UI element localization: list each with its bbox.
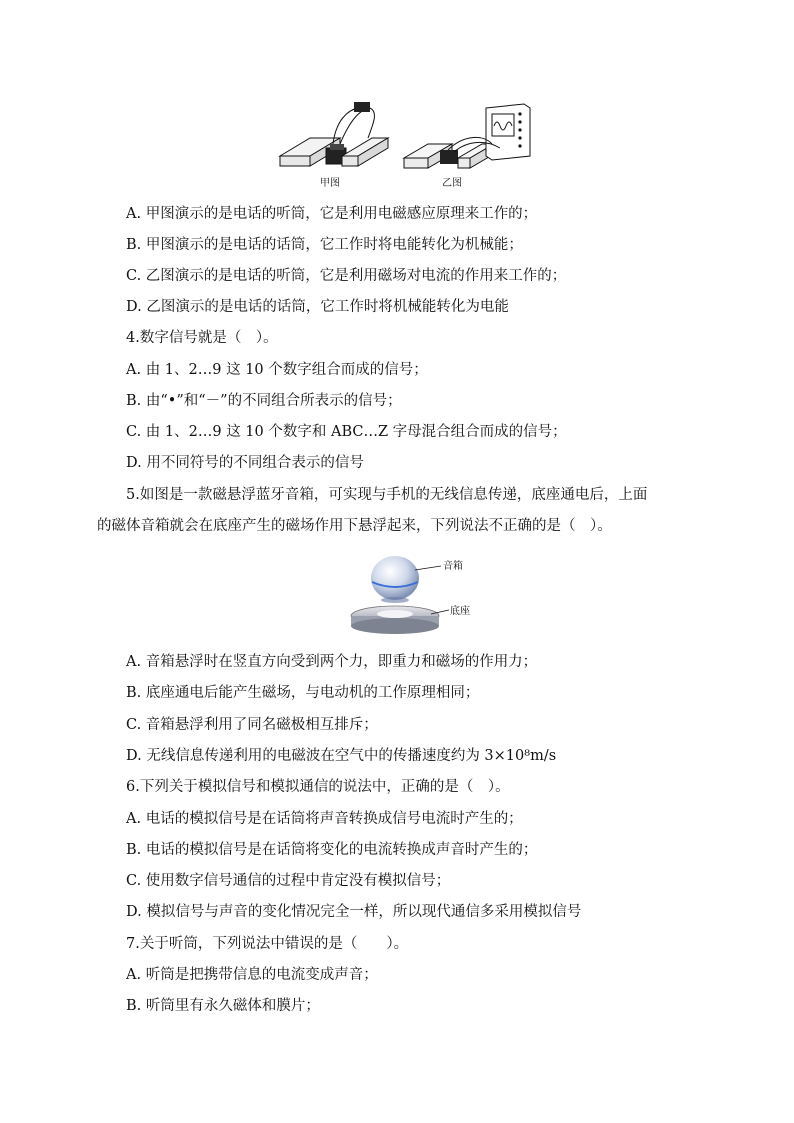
q5-stem-line2: 的磁体音箱就会在底座产生的磁场作用下悬浮起来，下列说法不正确的是（ ）。 [97,518,612,534]
q3-option-c: C. 乙图演示的是电话的听筒，它是利用磁场对电流的作用来工作的； [126,268,567,284]
figure-label-base: 底座 [450,606,470,617]
figure-telephone-demo [278,100,533,192]
q7-option-b: B. 听筒里有永久磁体和膜片； [126,998,320,1014]
q3-option-a: A. 甲图演示的是电话的听筒，它是利用电磁感应原理来工作的； [126,206,538,222]
q4-option-c: C. 由 1、2…9 这 10 个数字和 ABC…Z 字母混合组合而成的信号； [126,424,567,440]
q3-option-b: B. 甲图演示的是电话的话筒，它工作时将电能转化为机械能； [126,237,523,253]
q4-option-b: B. 由“•”和“－”的不同组合所表示的信号； [126,393,402,409]
q4-option-d: D. 用不同符号的不同组合表示的信号 [126,455,364,471]
q3-option-d: D. 乙图演示的是电话的话筒，它工作时将机械能转化为电能 [126,299,509,315]
q6-option-a: A. 电话的模拟信号是在话筒将声音转换成信号电流时产生的； [126,811,523,827]
figure-levitating-speaker [345,552,475,642]
figure-yi [404,104,530,189]
q5-option-c: C. 音箱悬浮利用了同名磁极相互排斥； [126,717,378,733]
q6-stem: 6.下列关于模拟信号和模拟通信的说法中，正确的是（ ）。 [126,779,510,795]
q5-option-d: D. 无线信息传递利用的电磁波在空气中的传播速度约为 3×10⁸m/s [126,748,557,764]
q5-option-a: A. 音箱悬浮时在竖直方向受到两个力，即重力和磁场的作用力； [126,654,538,670]
figure-caption-jia: 甲图 [320,178,340,189]
figure-label-speaker: 音箱 [443,561,463,572]
q4-stem: 4.数字信号就是（ ）。 [126,330,278,346]
q6-option-b: B. 电话的模拟信号是在话筒将变化的电流转换成声音时产生的； [126,842,538,858]
q7-option-a: A. 听筒是把携带信息的电流变成声音； [126,967,378,983]
q4-option-a: A. 由 1、2…9 这 10 个数字组合而成的信号； [126,362,428,378]
figure-caption-yi: 乙图 [442,178,462,189]
q6-option-c: C. 使用数字信号通信的过程中肯定没有模拟信号； [126,873,451,889]
figure-jia [280,102,388,189]
q6-option-d: D. 模拟信号与声音的变化情况完全一样，所以现代通信多采用模拟信号 [126,904,582,920]
q5-stem-line1: 5.如图是一款磁悬浮蓝牙音箱，可实现与手机的无线信息传递，底座通电后，上面 [126,487,648,503]
q7-stem: 7.关于听筒，下列说法中错误的是（ ）。 [126,936,409,952]
q5-option-b: B. 底座通电后能产生磁场，与电动机的工作原理相同； [126,685,480,701]
speaker-sphere [371,556,419,600]
